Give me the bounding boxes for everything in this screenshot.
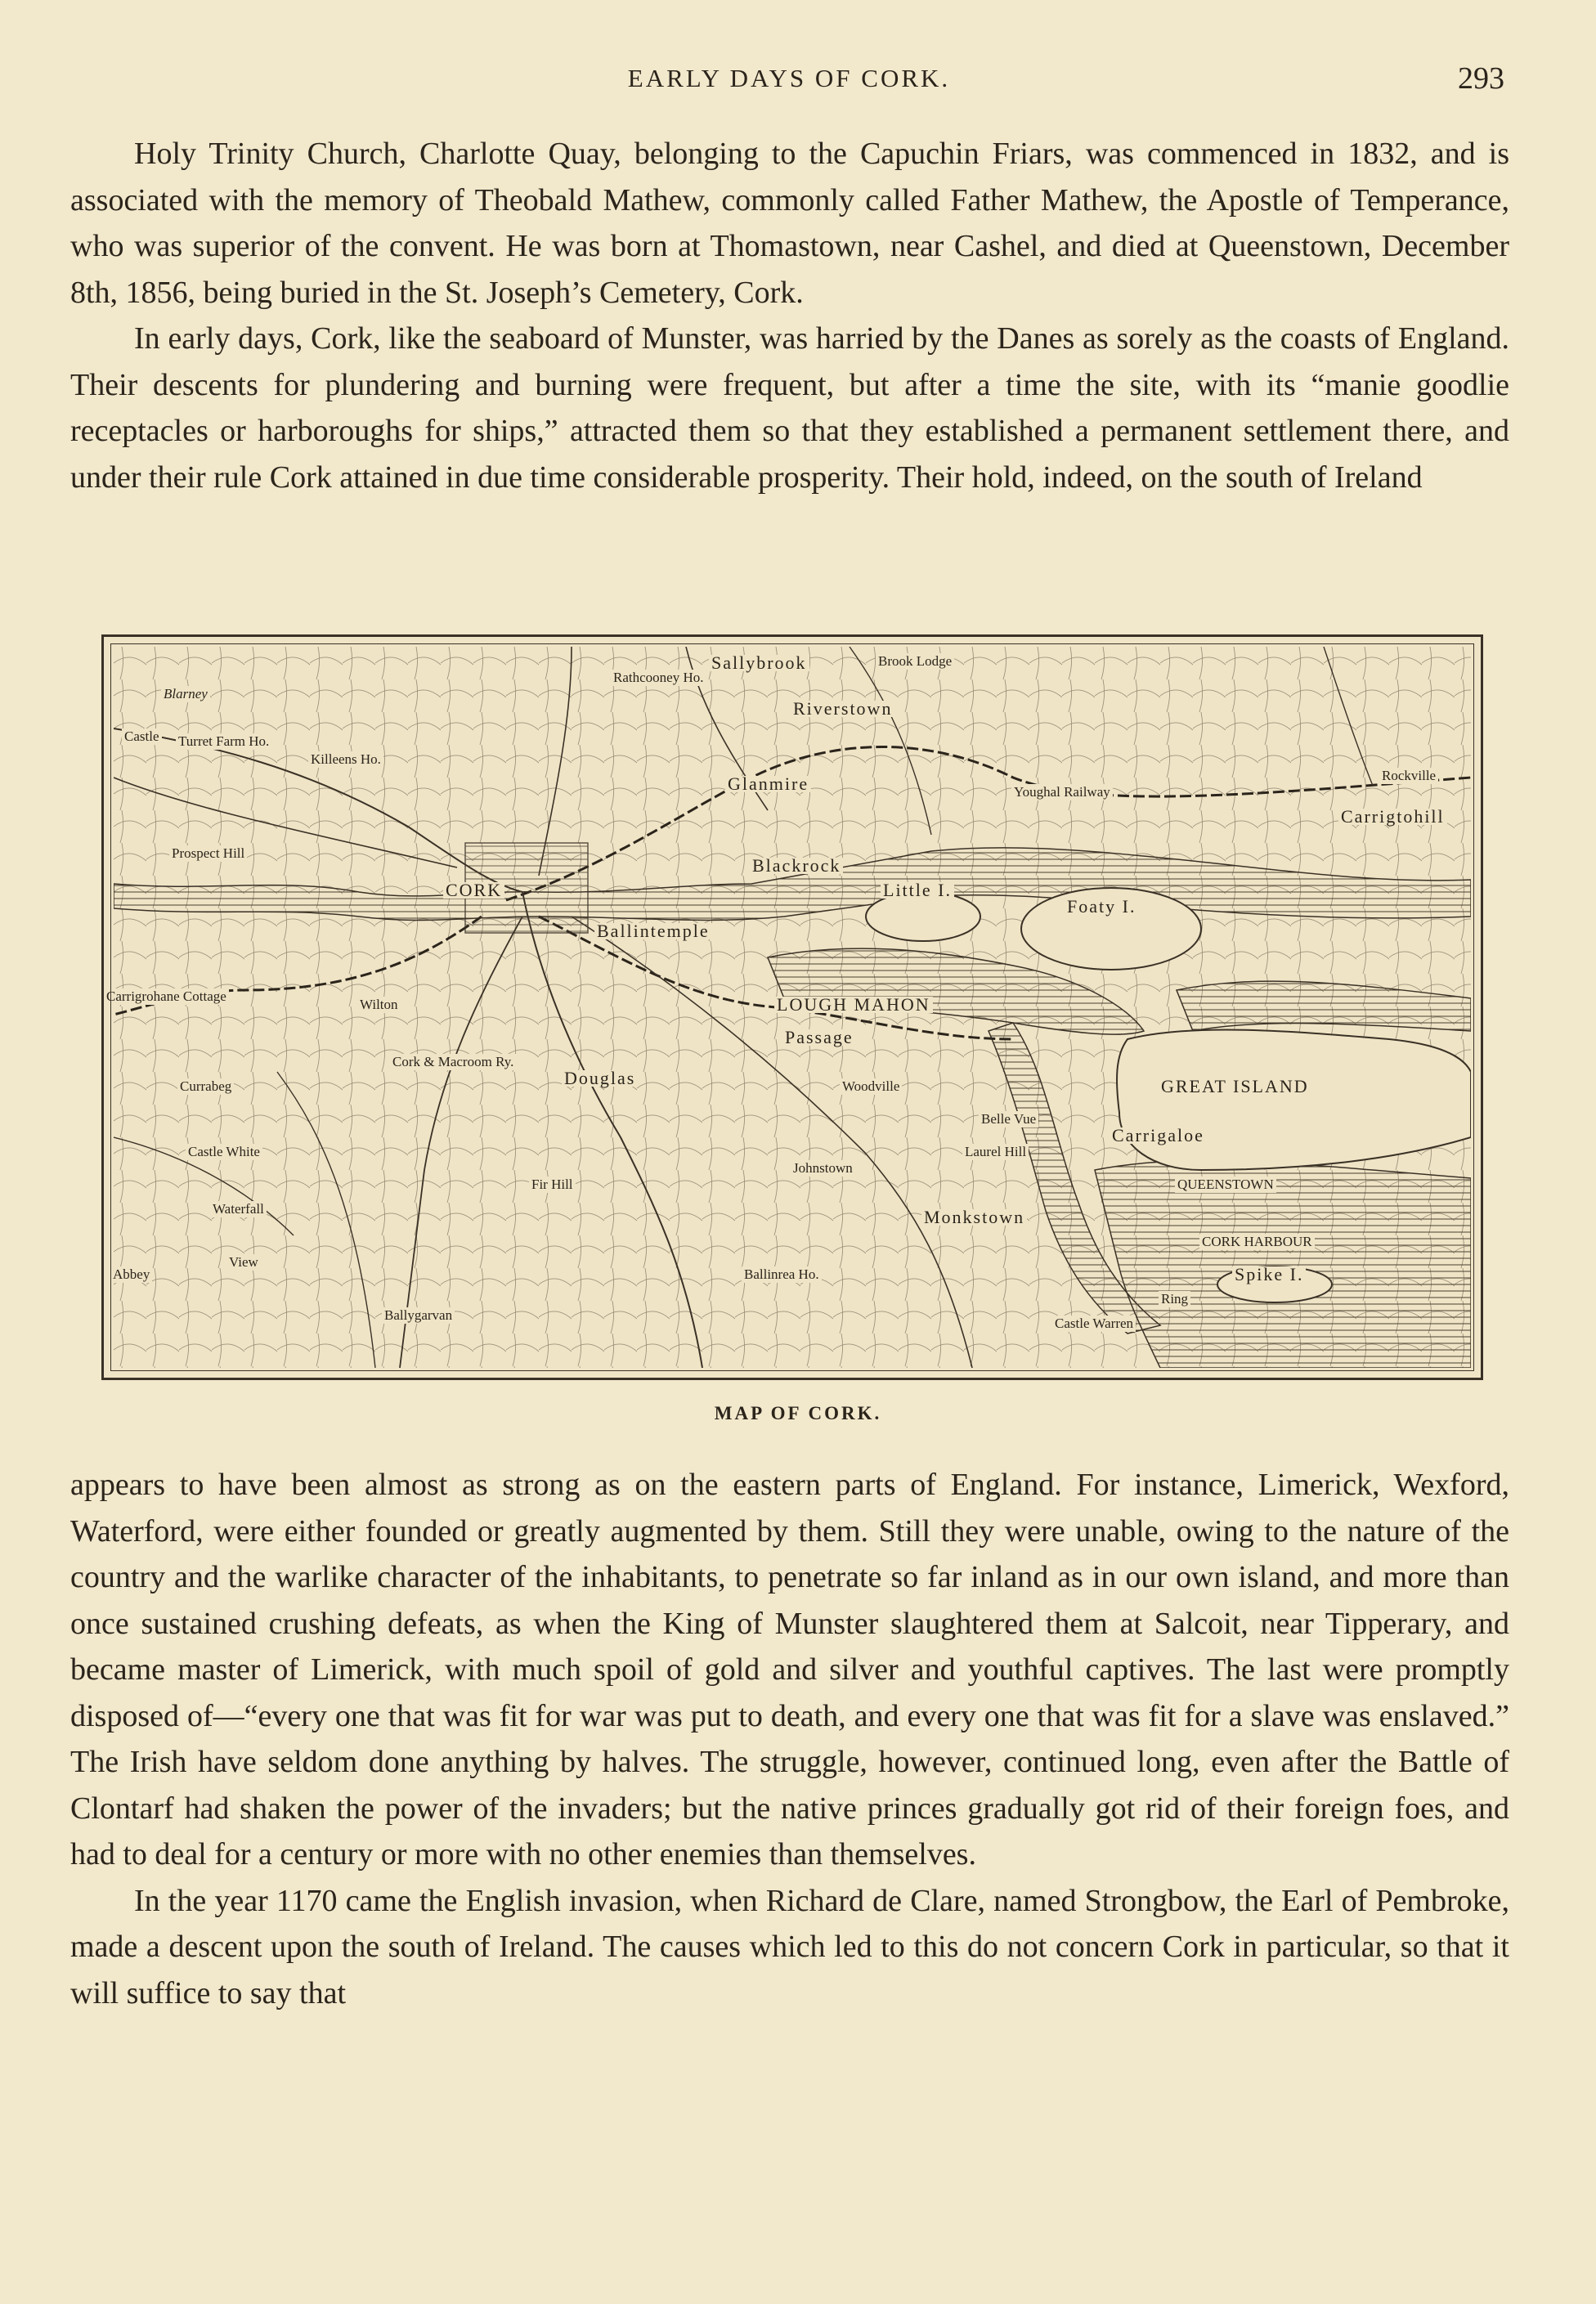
map-label-glanmire: Glanmire (725, 776, 811, 792)
map-label-belle-vue: Belle Vue (979, 1111, 1038, 1127)
paragraph-danish-hold: appears to have been almost as strong as on the eastern parts of England. For instance, Limerick, Wexford, Waterford, were either founded or greatly augmented by them. Still they were unable, owing to the nature of the country and the warlike character of the inhabitants, to penetrate so far inland as in our own island, and more than once sustained crushing defeats, as when the King of Munster slaughtered them at Salcoit, near Tipperary, and became master of Limerick, with much spoil of gold and silver and youthful captives. The last were promptly disposed of—“every one that was fit for war was put to death, and every one that was fit for a slave was enslaved.” The Irish have seldom done anything by halves. The struggle, however, continued long, even after the Battle of Clontarf had shaken the power of the invaders; but the native princes gradually got rid of their foreign foes, and had to deal for a century or more with no other enemies than themselves. (70, 1468, 1509, 1871)
map-label-blackrock: Blackrock (750, 858, 843, 874)
map-label-ballintemple: Ballintemple (594, 923, 712, 939)
map-label-laurel-hill: Laurel Hill (962, 1144, 1029, 1160)
map-label-spike-island: Spike I. (1232, 1266, 1306, 1283)
running-title: EARLY DAYS OF CORK. (627, 64, 951, 92)
map-label-rathcooney: Rathcooney Ho. (611, 670, 706, 686)
map-label-brook-lodge: Brook Lodge (876, 653, 954, 670)
map-label-foaty-island: Foaty I. (1065, 899, 1138, 915)
running-head (74, 61, 1504, 105)
paragraph-holy-trinity: Holy Trinity Church, Charlotte Quay, belonging to the Capuchin Friars, was commenced in 1832, and is associated with the memory of Theobald Mathew, commonly called Father Mathew, the Apostle of Temperance, who was superior of the convent. He was born at Thomastown, near Cashel, and died at Queenstown, December 8th, 1856, being buried in the St. Joseph’s Cemetery, Cork. (70, 137, 1509, 310)
map-label-fir-hill: Fir Hill (529, 1177, 576, 1193)
map-label-rockville: Rockville (1379, 768, 1438, 784)
map-label-cork-macroom-railway: Cork & Macroom Ry. (390, 1054, 516, 1070)
map-label-douglas: Douglas (562, 1070, 638, 1087)
map-label-johnstown: Johnstown (791, 1160, 855, 1177)
map-label-cork-harbour: CORK HARBOUR (1199, 1234, 1315, 1250)
map-label-blarney-castle: Castle (122, 728, 162, 745)
map-label-currabeg: Currabeg (177, 1078, 234, 1095)
top-text-block (70, 131, 1509, 500)
map-label-passage: Passage (782, 1029, 856, 1046)
map-illustration (114, 647, 1471, 1368)
map-label-riverstown: Riverstown (791, 701, 894, 717)
map-label-youghal-railway: Youghal Railway (1011, 784, 1113, 800)
map-label-monkstown: Monkstown (921, 1209, 1027, 1226)
map-label-wilton: Wilton (357, 997, 401, 1013)
map-label-sallybrook: Sallybrook (709, 655, 809, 671)
map-label-little-island: Little I. (881, 882, 954, 899)
map-label-lough-mahon: LOUGH MAHON (774, 997, 933, 1013)
map-label-carrigtohill: Carrigtohill (1338, 809, 1447, 825)
map-label-blarney: Blarney (161, 686, 210, 702)
bottom-text-block (70, 1462, 1509, 2016)
map-label-castle-white: Castle White (186, 1144, 262, 1160)
map-label-carrigaloe: Carrigaloe (1110, 1127, 1207, 1144)
map-label-cork: CORK (443, 882, 504, 899)
paragraph-danes: In early days, Cork, like the seaboard of Munster, was harried by the Danes as sorely as the coasts of England. Their descents for plundering and burning were frequent, but after a time the site, with its “manie goodlie receptacles or harboroughs for ships,” attracted them so that they established a permanent settlement there, and under their rule Cork attained in due time considerable prosperity. Their hold, indeed, on the south of Ireland (70, 321, 1509, 495)
page-number: 293 (1458, 61, 1504, 96)
map-label-killeens: Killeens Ho. (308, 751, 383, 768)
map-caption: MAP OF CORK. (714, 1403, 882, 1423)
map-label-great-island: GREAT ISLAND (1159, 1078, 1311, 1095)
map-label-ring: Ring (1159, 1291, 1190, 1307)
map-label-carrigrohane: Carrigrohane Cottage (104, 988, 229, 1005)
map-label-woodville: Woodville (840, 1078, 902, 1095)
paragraph-english-invasion: In the year 1170 came the English invasion, when Richard de Clare, named Strongbow, the Earl of Pembroke, made a descent upon the south of Ireland. The causes which led to this do not concern Cork in particular, so that it will suffice to say that (70, 1883, 1509, 2010)
map-label-abbey: Abbey (110, 1266, 152, 1283)
map-label-queenstown: QUEENSTOWN (1175, 1177, 1276, 1193)
map-of-cork (101, 634, 1483, 1380)
map-label-ballinrea: Ballinrea Ho. (742, 1266, 822, 1283)
map-label-view: View (226, 1254, 261, 1271)
map-label-turret-farm: Turret Farm Ho. (176, 733, 271, 750)
map-label-waterfall: Waterfall (210, 1201, 267, 1217)
map-label-prospect-hill: Prospect Hill (169, 845, 247, 862)
map-label-castle-warren: Castle Warren (1052, 1316, 1136, 1332)
map-label-ballygarvan: Ballygarvan (382, 1307, 455, 1324)
